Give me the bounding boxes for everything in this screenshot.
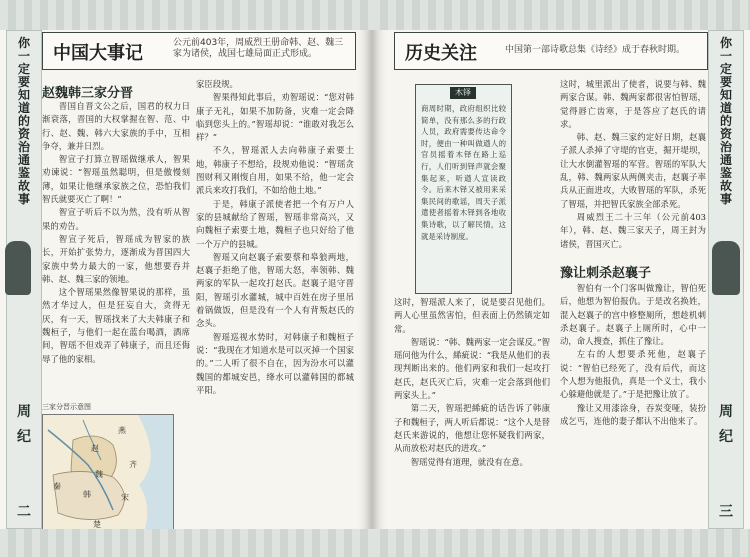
- side-title-char: 通: [719, 153, 732, 167]
- side-title-char: 要: [719, 75, 732, 89]
- right-header-box: [394, 32, 708, 70]
- left-side-ji: 纪: [17, 429, 31, 445]
- side-title-char: 治: [719, 140, 732, 154]
- left-column-2: [196, 78, 354, 533]
- left-page-number: 二: [17, 504, 31, 520]
- right-header-title: 历史关注: [405, 43, 477, 64]
- paragraph: 家臣段规。: [196, 79, 238, 89]
- map-illustration: [43, 415, 173, 536]
- map-place: 宋: [121, 493, 129, 502]
- right-column-2: [560, 78, 706, 256]
- bottom-pattern-band: [0, 529, 372, 557]
- paragraph: 豫让又用漆涂身，吞炭变哑，装扮成乞丐，连他的妻子都认不出他来了。: [560, 402, 706, 426]
- left-side-bar: [6, 30, 42, 529]
- paragraph: 智瑶说：“韩、魏两家一定会谋反。”智瑶问他为什么，絺疵说：“我是从他们的表现判断出来的。他们两家和我们一起攻打赵氏，赵氏灭亡后，灾难一定会落到他们两家头上。”: [394, 336, 550, 401]
- paragraph: 智果得知此事后，劝智瑶说：“您对韩康子无礼，如果不加防备，灾难一定会降临到您头上的。”智瑶却说：“谁敢对我怎么样？”: [196, 92, 354, 143]
- side-title-char: 治: [17, 140, 30, 154]
- side-title-char: 知: [17, 88, 30, 102]
- paragraph: 晋国自晋文公之后，国君的权力日渐衰落，晋国的大权掌握在智、范、中行、赵、魏、韩六大家族的手中，互相争夺，兼并日烈。: [42, 101, 190, 151]
- side-title-char: 定: [17, 62, 30, 76]
- paragraph: 智瑶觉得有道理，就没有在意。: [410, 456, 529, 467]
- right-header-subtitle: 中国第一部诗歌总集《诗经》成于春秋时期。: [505, 45, 686, 55]
- right-side-zhou: 周: [719, 404, 733, 420]
- right-column-2b: [560, 282, 706, 533]
- map-place: 楚: [93, 520, 101, 529]
- side-title-char: 通: [17, 153, 30, 167]
- paragraph: 不久，智瑶派人去向韩康子索要土地，韩康子不想给，段规劝他说：“智瑶贪图财利又刚愎自用，如果不给，他一定会派兵来攻打我们，不如给他土地。”: [196, 145, 354, 196]
- left-side-zhou: 周: [17, 404, 31, 420]
- paragraph: 这个智瑶果然像智果说的那样，虽然才华过人，但是狂妄自大，贪得无厌，有一天，智瑶找来了大夫韩康子和魏桓子，与他们一起在蓝台喝酒，酒席间，智瑶不但戏弄了韩康子，而且还侮辱了他的家相。: [42, 287, 190, 364]
- map-place: 秦: [53, 482, 61, 491]
- right-side-bar: [708, 30, 744, 529]
- side-title-char: 一: [17, 49, 30, 63]
- paragraph: 这时，智瑶派人来了，说是要召见他们。两人心里虽然害怕，但表面上仍然镇定如常。: [394, 297, 550, 334]
- right-page: [372, 0, 750, 557]
- side-title-char: 知: [719, 88, 732, 102]
- map-caption: 三家分晋示意图: [42, 403, 91, 411]
- left-column-1: [42, 100, 190, 396]
- bottom-pattern-band: [372, 529, 750, 557]
- side-title-char: 的: [17, 114, 30, 128]
- paragraph: 智瑶又向赵襄子索要蔡和皋狼两地，赵襄子拒绝了他，智瑶大怒，率领韩、魏两家的军队一起攻打赵氏。赵襄子退守晋阳，智瑶引水灌城，城中百姓在房子里吊着锅做饭，但是没有一个人有背叛赵氏的念头。: [196, 251, 354, 329]
- side-title-char: 你: [719, 36, 732, 50]
- right-page-number: 三: [719, 504, 733, 520]
- paragraph: 左右的人想要杀死他，赵襄子说：“智伯已经死了，没有后代，而这个人想为他报仇，真是一个义士，我小心躲避他就是了。”于是把豫让放了。: [560, 349, 706, 400]
- side-title-char: 资: [719, 127, 732, 141]
- paragraph: 智宣子打算立智瑶做继承人，智果劝谏说：“智瑶虽然聪明，但是傲慢刻薄，如果让他继承家族之位，恐怕我们智氏就要灭亡了啊！”: [42, 154, 190, 205]
- left-page: [0, 0, 372, 557]
- right-side-ji: 纪: [719, 429, 733, 445]
- top-pattern-band: [372, 0, 750, 30]
- side-title-char: 故: [17, 179, 30, 193]
- side-title-char: 的: [719, 114, 732, 128]
- paragraph: 智宣子听后不以为然，没有听从智果的劝告。: [42, 207, 190, 231]
- map-place: 韩: [83, 490, 91, 499]
- side-title-char: 道: [17, 101, 30, 115]
- side-title-char: 故: [719, 179, 732, 193]
- paragraph: 这时，城里派出了使者，说要与韩、魏两家合谋。韩、魏两家都很害怕智瑶，觉得唇亡齿寒，于是答应了赵氏的请求。: [560, 79, 706, 129]
- three-states-map: [42, 414, 174, 537]
- side-title-char: 一: [719, 49, 732, 63]
- map-place: 魏: [95, 470, 103, 479]
- sidebar-text: 商周时期，政府组织比较简单，没有那么多的行政人员，政府需要传达命令时，便由一种叫做遒人的官员摇着木铎在路上巡行，人们听到铎声就会聚集起来，听遒人宣读政令。后来木铎又被用来采集民间的歌谣，周天子派遣使者摇着木铎到各地收集诗歌，以了解民情，这就是采诗制度。: [421, 104, 506, 241]
- side-title-char: 鉴: [719, 166, 732, 180]
- map-place: 燕: [118, 426, 126, 435]
- right-section-title: 豫让刺杀赵襄子: [560, 266, 652, 281]
- muduo-sidebar: [415, 84, 512, 294]
- paragraph: 第二天，智瑶把絺疵的话告诉了韩康子和魏桓子，两人听后都说：“这个人是替赵氏来游说的，他想让您怀疑我们两家，从而放松对赵氏的进攻。”: [394, 403, 550, 454]
- paragraph: 智宣子死后，智瑶成为智家的族长，开始扩张势力，逐渐成为晋国四大家族中势力最大的一家，他想要吞并韩、赵、魏三家的领地。: [42, 233, 190, 284]
- left-header-title: 中国大事记: [53, 43, 143, 64]
- side-title-char: 道: [719, 101, 732, 115]
- left-header-box: [42, 32, 356, 70]
- map-place: 赵: [91, 444, 99, 453]
- side-title-char: 你: [17, 36, 30, 50]
- side-title-char: 资: [17, 127, 30, 141]
- paragraph: 智伯有一个门客叫做豫让，智伯死后，他想为智伯报仇。于是改名换姓，混入赵襄子的宫中修整厕所，想趁机刺杀赵襄子。赵襄子上厕所时，心中一动，命人搜查，抓住了豫让。: [560, 283, 706, 347]
- left-header-subtitle: 公元前403年，周威烈王册命韩、赵、魏三家为诸侯，战国七雄局面正式形成。: [173, 38, 344, 59]
- side-title-char: 定: [719, 62, 732, 76]
- paragraph: 智瑶巡视水势时，对韩康子和魏桓子说：“我现在才知道水是可以灭掉一个国家的。”二人听了很不自在，因为汾水可以灌魏国的都城安邑，绛水可以灌韩国的都城平阳。: [196, 331, 354, 395]
- left-section-title: 赵魏韩三家分晋: [42, 86, 134, 101]
- top-pattern-band: [0, 0, 372, 30]
- side-title-char: 事: [17, 192, 30, 206]
- side-title-char: 鉴: [17, 166, 30, 180]
- paragraph: 周威烈王二十三年（公元前403年），韩、赵、魏三家天子，周王封为诸侯，晋国灭亡。: [560, 211, 706, 249]
- bronze-vessel-icon: [5, 241, 31, 295]
- paragraph: 于是，韩康子派使者把一个有万户人家的县城献给了智瑶，智瑶非常高兴，又向魏桓子索要土地，魏桓子也只好给了他一个万户的县城。: [196, 198, 354, 249]
- paragraph: 韩、赵、魏三家约定好日期，赵襄子派人杀掉了守堤的官吏，掘开堤坝，让大水倒灌智瑶的军营。智瑶的军队大乱，韩、魏两家从两侧夹击，赵襄子率兵从正面进攻，大败智瑶的军队，杀死了智瑶，并把智氏家族全部杀死。: [560, 132, 706, 209]
- right-column-1: [394, 296, 550, 533]
- map-place: 齐: [129, 460, 137, 469]
- sidebar-tag: 木铎: [450, 87, 476, 99]
- side-title-char: 事: [719, 192, 732, 206]
- side-title-char: 要: [17, 75, 30, 89]
- bronze-vessel-icon: [712, 241, 740, 295]
